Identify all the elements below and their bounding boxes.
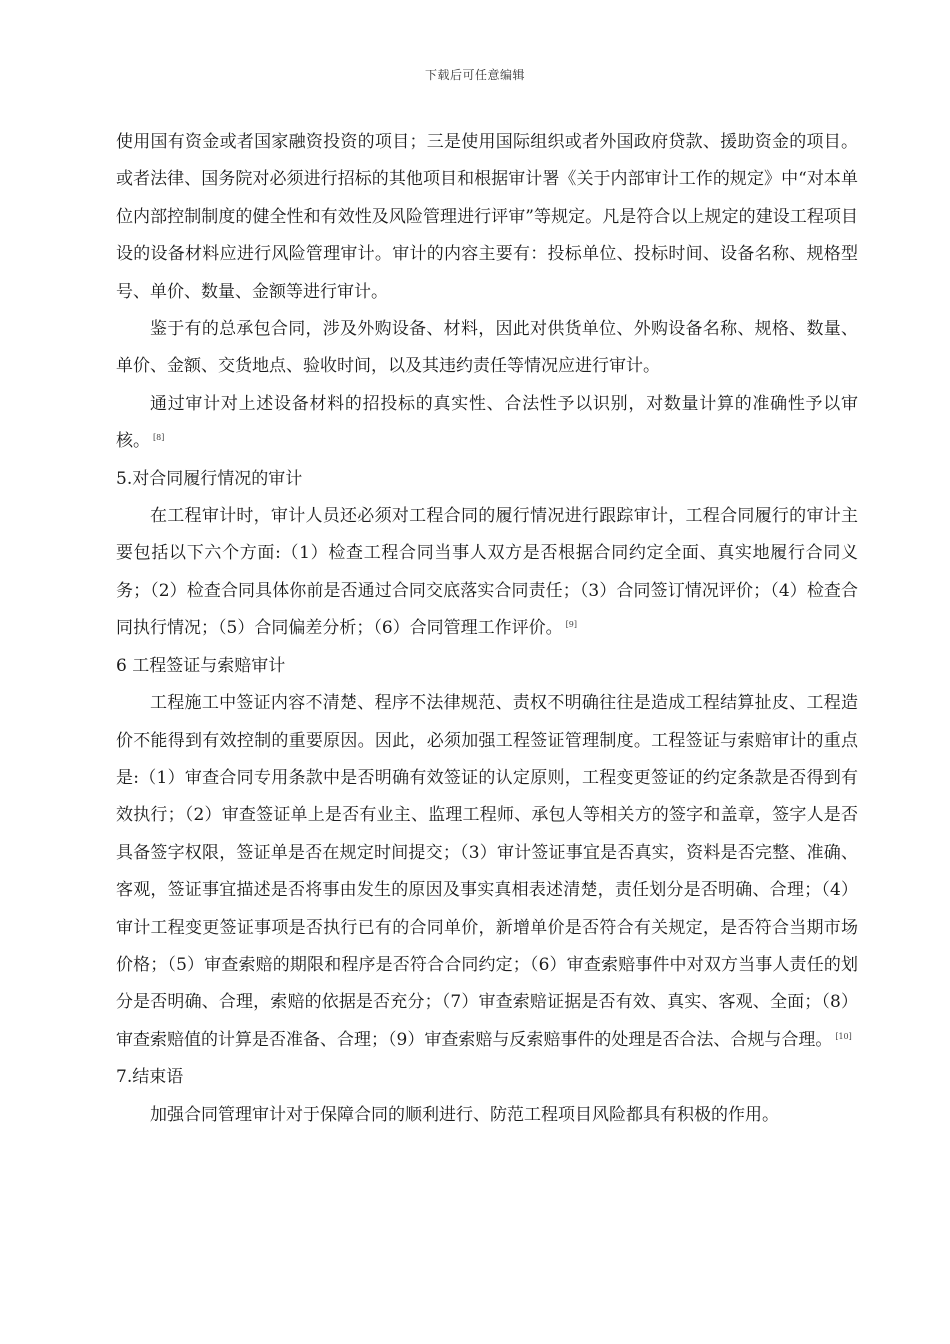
section-heading-7: 7.结束语: [116, 1067, 184, 1088]
citation-marker: [9]: [565, 620, 577, 630]
paragraph-text: 在工程审计时，审计人员还必须对工程合同的履行情况进行跟踪审计，工程合同履行的审计主要包括以下六个方面:（1）检查工程合同当事人双方是否根据合同约定全面、真实地履行合同义务；（2）检查合同具体你前是否通过合同交底落实合同责任；（3）合同签订情况评价；（4）检查合同执行情况；（5）合同偏差分析；（6）合同管理工作评价。: [116, 506, 858, 639]
header-note: 下载后可任意编辑: [424, 68, 525, 82]
citation-marker: [10]: [835, 1031, 852, 1041]
paragraph-continuation: 使用国有资金或者国家融资投资的项目；三是使用国际组织或者外国政府贷款、援助资金的项目。或者法律、国务院对必须进行招标的其他项目和根据审计署《关于内部审计工作的规定》中“对本单位内部控制制度的健全性和有效性及风险管理进行评审”等规定。凡是符合以上规定的建设工程项目设的设备材料应进行风险管理审计。审计的内容主要有：投标单位、投标时间、设备名称、规格型号、单价、数量、金额等进行审计。: [116, 132, 858, 302]
paragraph-bidding-review: [116, 386, 858, 461]
document-body: [116, 124, 858, 1134]
paragraph-procurement: 鉴于有的总承包合同，涉及外购设备、材料，因此对供货单位、外购设备名称、规格、数量、单价、金额、交货地点、验收时间，以及其违约责任等情况应进行审计。: [116, 319, 858, 377]
paragraph-text: 通过审计对上述设备材料的招投标的真实性、合法性予以识别，对数量计算的准确性予以审核。: [116, 393, 858, 452]
section-heading-5: 5.对合同履行情况的审计: [116, 468, 303, 489]
citation-marker: [8]: [153, 433, 165, 443]
paragraph-conclusion: 加强合同管理审计对于保障合同的顺利进行、防范工程项目风险都具有积极的作用。: [150, 1104, 779, 1125]
paragraph-visa-claims: [116, 685, 858, 1059]
paragraph-contract-performance: [116, 498, 858, 648]
paragraph-text: 工程施工中签证内容不清楚、程序不法律规范、责权不明确往往是造成工程结算扯皮、工程造价不能得到有效控制的重要原因。因此，必须加强工程签证管理制度。工程签证与索赔审计的重点是:（1）审查合同专用条款中是否明确有效签证的认定原则，工程变更签证的约定条款是否得到有效执行；（2）审查签证单上是否有业主、监理工程师、承包人等相关方的签字和盖章，签字人是否具备签字权限，签证单是否在规定时间提交；（3）审计签证事宜是否真实，资料是否完整、准确、客观，签证事宜描述是否将事由发生的原因及事实真相表述清楚，责任划分是否明确、合理；（4）审计工程变更签证事项是否执行已有的合同单价，新增单价是否符合有关规定，是否符合当期市场价格；（5）审查索赔的期限和程序是否符合合同约定；（6）审查索赔事件中对双方当事人责任的划分是否明确、合理，索赔的依据是否充分；（7）审查索赔证据是否有效、真实、客观、全面；（8）审查索赔值的计算是否准备、合理；（9）审查索赔与反索赔事件的处理是否合法、合规与合理。: [116, 693, 858, 1050]
section-heading-6: 6 工程签证与索赔审计: [116, 655, 286, 676]
